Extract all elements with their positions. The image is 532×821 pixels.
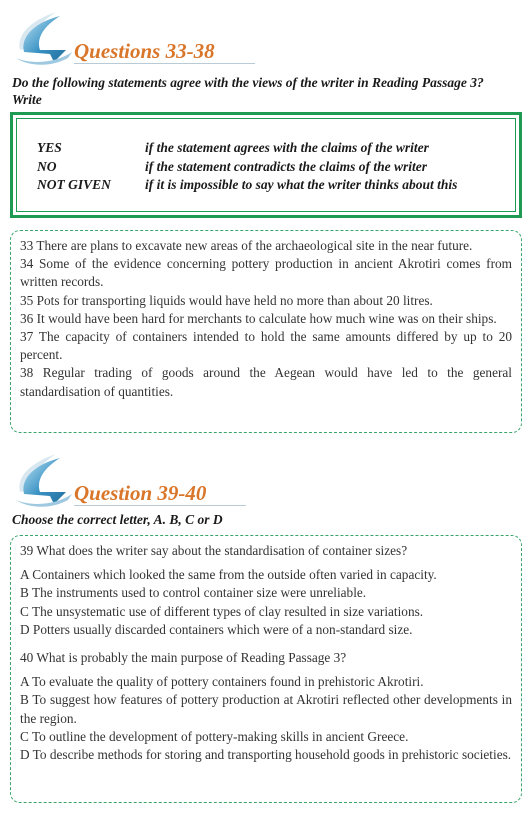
question-40-stem: 40 What is probably the main purpose of Reading Passage 3?: [20, 650, 347, 666]
section2-instructions: Choose the correct letter, A. B, C or D: [12, 512, 223, 527]
instruction-line: Do the following statements agree with the views of the writer in Reading Passage 3?: [12, 75, 484, 90]
q40-option-d: D To describe methods for storing and transporting household goods in prehistoric societies.: [20, 747, 512, 763]
q39-option-c: C The unsystematic use of different types of clay resulted in size variations.: [20, 603, 424, 619]
key-desc: if it is impossible to say what the writer thinks about this: [145, 177, 458, 192]
question-37: 37 The capacity of containers intended to hold the same amounts differed by up to 20 percent.: [20, 329, 512, 363]
key-row-yes: [37, 139, 497, 158]
key-desc: if the statement agrees with the claims of the writer: [145, 140, 429, 155]
question-34: 34 Some of the evidence concerning pottery production in ancient Akrotiri comes from written records.: [20, 256, 512, 290]
questions-39-40-box: [10, 535, 522, 803]
answer-key-inner: [16, 118, 516, 212]
section1-header: [10, 6, 270, 66]
key-term: NOT GIVEN: [37, 177, 111, 192]
q40-option-a: A To evaluate the quality of pottery containers found in prehistoric Akrotiri.: [20, 674, 424, 690]
questions-33-38-box: [10, 230, 522, 433]
q40-option-c: C To outline the development of pottery-making skills in ancient Greece.: [20, 728, 409, 744]
question-38: 38 Regular trading of goods around the Aegean would have led to the general standardisation of quantities.: [20, 365, 512, 399]
swoosh-arrow-icon: [10, 6, 80, 66]
key-term: YES: [37, 140, 62, 155]
question-36: 36 It would have been hard for merchants to calculate how much wine was on their ships.: [20, 310, 497, 326]
question-35: 35 Pots for transporting liquids would have held no more than about 20 litres.: [20, 292, 433, 308]
instruction-line: Write: [12, 92, 42, 107]
key-desc: if the statement contradicts the claims of the writer: [145, 158, 427, 174]
key-row-no: [37, 158, 497, 177]
question-33: 33 There are plans to excavate new areas of the archaeological site in the near future.: [20, 238, 473, 253]
section2-header: [10, 448, 270, 508]
q39-option-a: A Containers which looked the same from the outside often varied in capacity.: [20, 567, 437, 583]
key-term: NO: [37, 158, 57, 174]
swoosh-arrow-icon: [10, 448, 80, 508]
q39-option-d: D Potters usually discarded containers which were of a non-standard size.: [20, 621, 413, 637]
section1-title: Questions 33-38: [74, 39, 255, 64]
section1-instructions: [12, 74, 520, 108]
answer-key-box: [10, 112, 522, 218]
key-row-not-given: [37, 176, 497, 195]
q40-option-b: B To suggest how features of pottery production at Akrotiri reflected other developments in the region.: [20, 692, 512, 726]
q39-option-b: B The instruments used to control container size were unreliable.: [20, 585, 367, 601]
section2-title: Question 39-40: [74, 481, 246, 506]
question-39-stem: 39 What does the writer say about the standardisation of container sizes?: [20, 543, 408, 558]
